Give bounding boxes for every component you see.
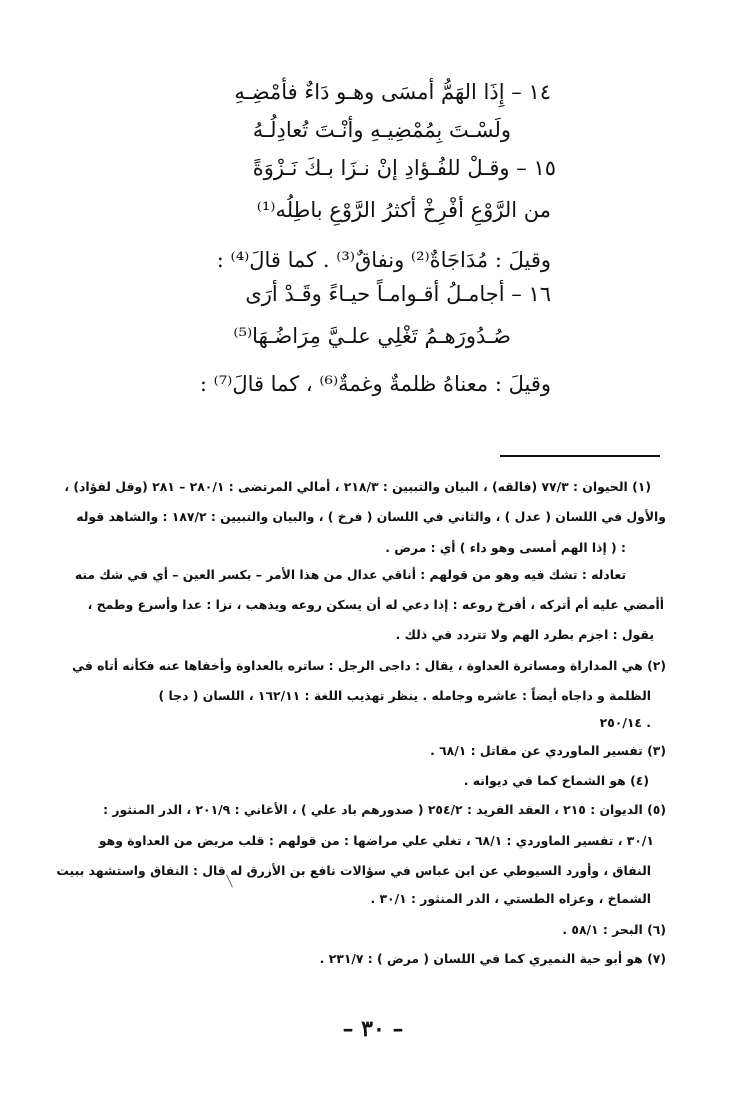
footnote-line: تعادله : تشك فيه وهو من قولهم : أناقي عدال من هذا الأمر – بكسر العين – أي في شك منه (74, 567, 626, 582)
footnote-line: (٣) تفسير الماوردي عن مقاتل : ٦٨/١ . (430, 743, 666, 758)
verse-14-first-hemistich: ١٤ – إِذَا الهَمُّ أمسَى وهـو دَاءٌ فأمْضِـهِ (234, 80, 551, 104)
footnote-line: (١) الحيوان : ٧٧/٣ (فالقه) ، البيان والتبيين : ٢١٨/٣ ، أمالي المرتضى : ٢٨٠/١ – ٢٨١ (وقل لفؤاد) ، (64, 479, 651, 494)
footnote-line: والأول في اللسان ( عدل ) ، والثاني في اللسان ( فرخ ) ، والبيان والتبيين : ١٨٧/٢ : والشاهد قوله (76, 509, 666, 524)
footnote-separator (500, 455, 660, 457)
footnote-line: (٤) هو الشماخ كما في ديوانه . (463, 773, 649, 788)
verse-15-first-hemistich: ١٥ – وقـلْ للفُـؤادِ إنْ نـزَا بـكَ نَـزْوَةً (252, 156, 556, 180)
footnote-line: الشماخ ، وعزاه الطستي ، الدر المنثور : ٣٠/١ . (370, 891, 651, 906)
footnote-line: : ( إذا الهم أمسى وهو داء ) أي : مرض . (385, 540, 626, 555)
footnote-line: (٢) هي المداراة ومساترة العداوة ، يقال : داجى الرجل : ساتره بالعداوة وأخفاها عنه فكأنه أتاه في (72, 658, 666, 673)
footnote-line: يقول : اجزم بطرد الهم ولا تتردد في ذلك . (395, 627, 654, 642)
footnote-line: الظلمة و داجاه أيضاً : عاشره وجامله . ينظر تهذيب اللغة : ١٦٢/١١ ، اللسان ( دجا ) (158, 688, 651, 703)
footnote-line: (٥) الديوان : ٢١٥ ، العقد الفريد : ٢٥٤/٢ ( صدورهم باد علي ) ، الأغاني : ٢٠١/٩ ، الدر المنثور : (103, 802, 666, 817)
footnote-line: (٧) هو أبو حية النميري كما في اللسان ( مرض ) : ٢٣١/٧ . (319, 951, 666, 966)
footnote-line: . ٢٥٠/١٤ (599, 715, 651, 730)
verse-15-second-hemistich: من الرَّوْعِ أفْرِخْ أكثرُ الرَّوْعِ باطِلُه⁽¹⁾ (256, 198, 551, 222)
verse-16-first-hemistich: ١٦ – أجامـلُ أقـوامـاً حيـاءً وقَـدْ أرَى (245, 282, 551, 306)
footnote-line: (٦) البحر : ٥٨/١ . (562, 922, 666, 937)
page-number: – ٣٠ – (342, 1016, 404, 1042)
verse-16-second-hemistich: صُـدُورَهـمُ تَغْلِي علـيَّ مِرَاضُـهَا⁽⁵⁾ (233, 324, 511, 348)
verse-14-second-hemistich: ولَسْـتَ بِمُمْضِيـهِ وأنْـتَ تُعادِلُـهُ (252, 118, 511, 142)
footnote-line: ٣٠/١ ، تفسير الماوردي : ٦٨/١ ، تغلي علي مراضها : من قولهم : قلب مريض من العداوة وهو (98, 833, 654, 848)
commentary-line: وقيلَ : مُدَاجَاةٌ⁽²⁾ ونفاقٌ⁽³⁾ . كما قالَ⁽⁴⁾ : (216, 248, 551, 272)
footnote-line: النفاق ، وأورد السيوطي عن ابن عباس في سؤالات نافع بن الأزرق له قال : النفاق واستشهد ببيت (56, 863, 651, 878)
commentary-line: وقيلَ : معناهُ ظلمةٌ وغمةٌ⁽⁶⁾ ، كما قالَ⁽⁷⁾ : (199, 372, 551, 396)
footnote-line: أأمضي عليه أم أتركه ، أفرخ روعه : إذا دعي له أن يسكن روعه ويذهب ، نزا : عدا وأسرع وطمح ، (87, 597, 664, 612)
